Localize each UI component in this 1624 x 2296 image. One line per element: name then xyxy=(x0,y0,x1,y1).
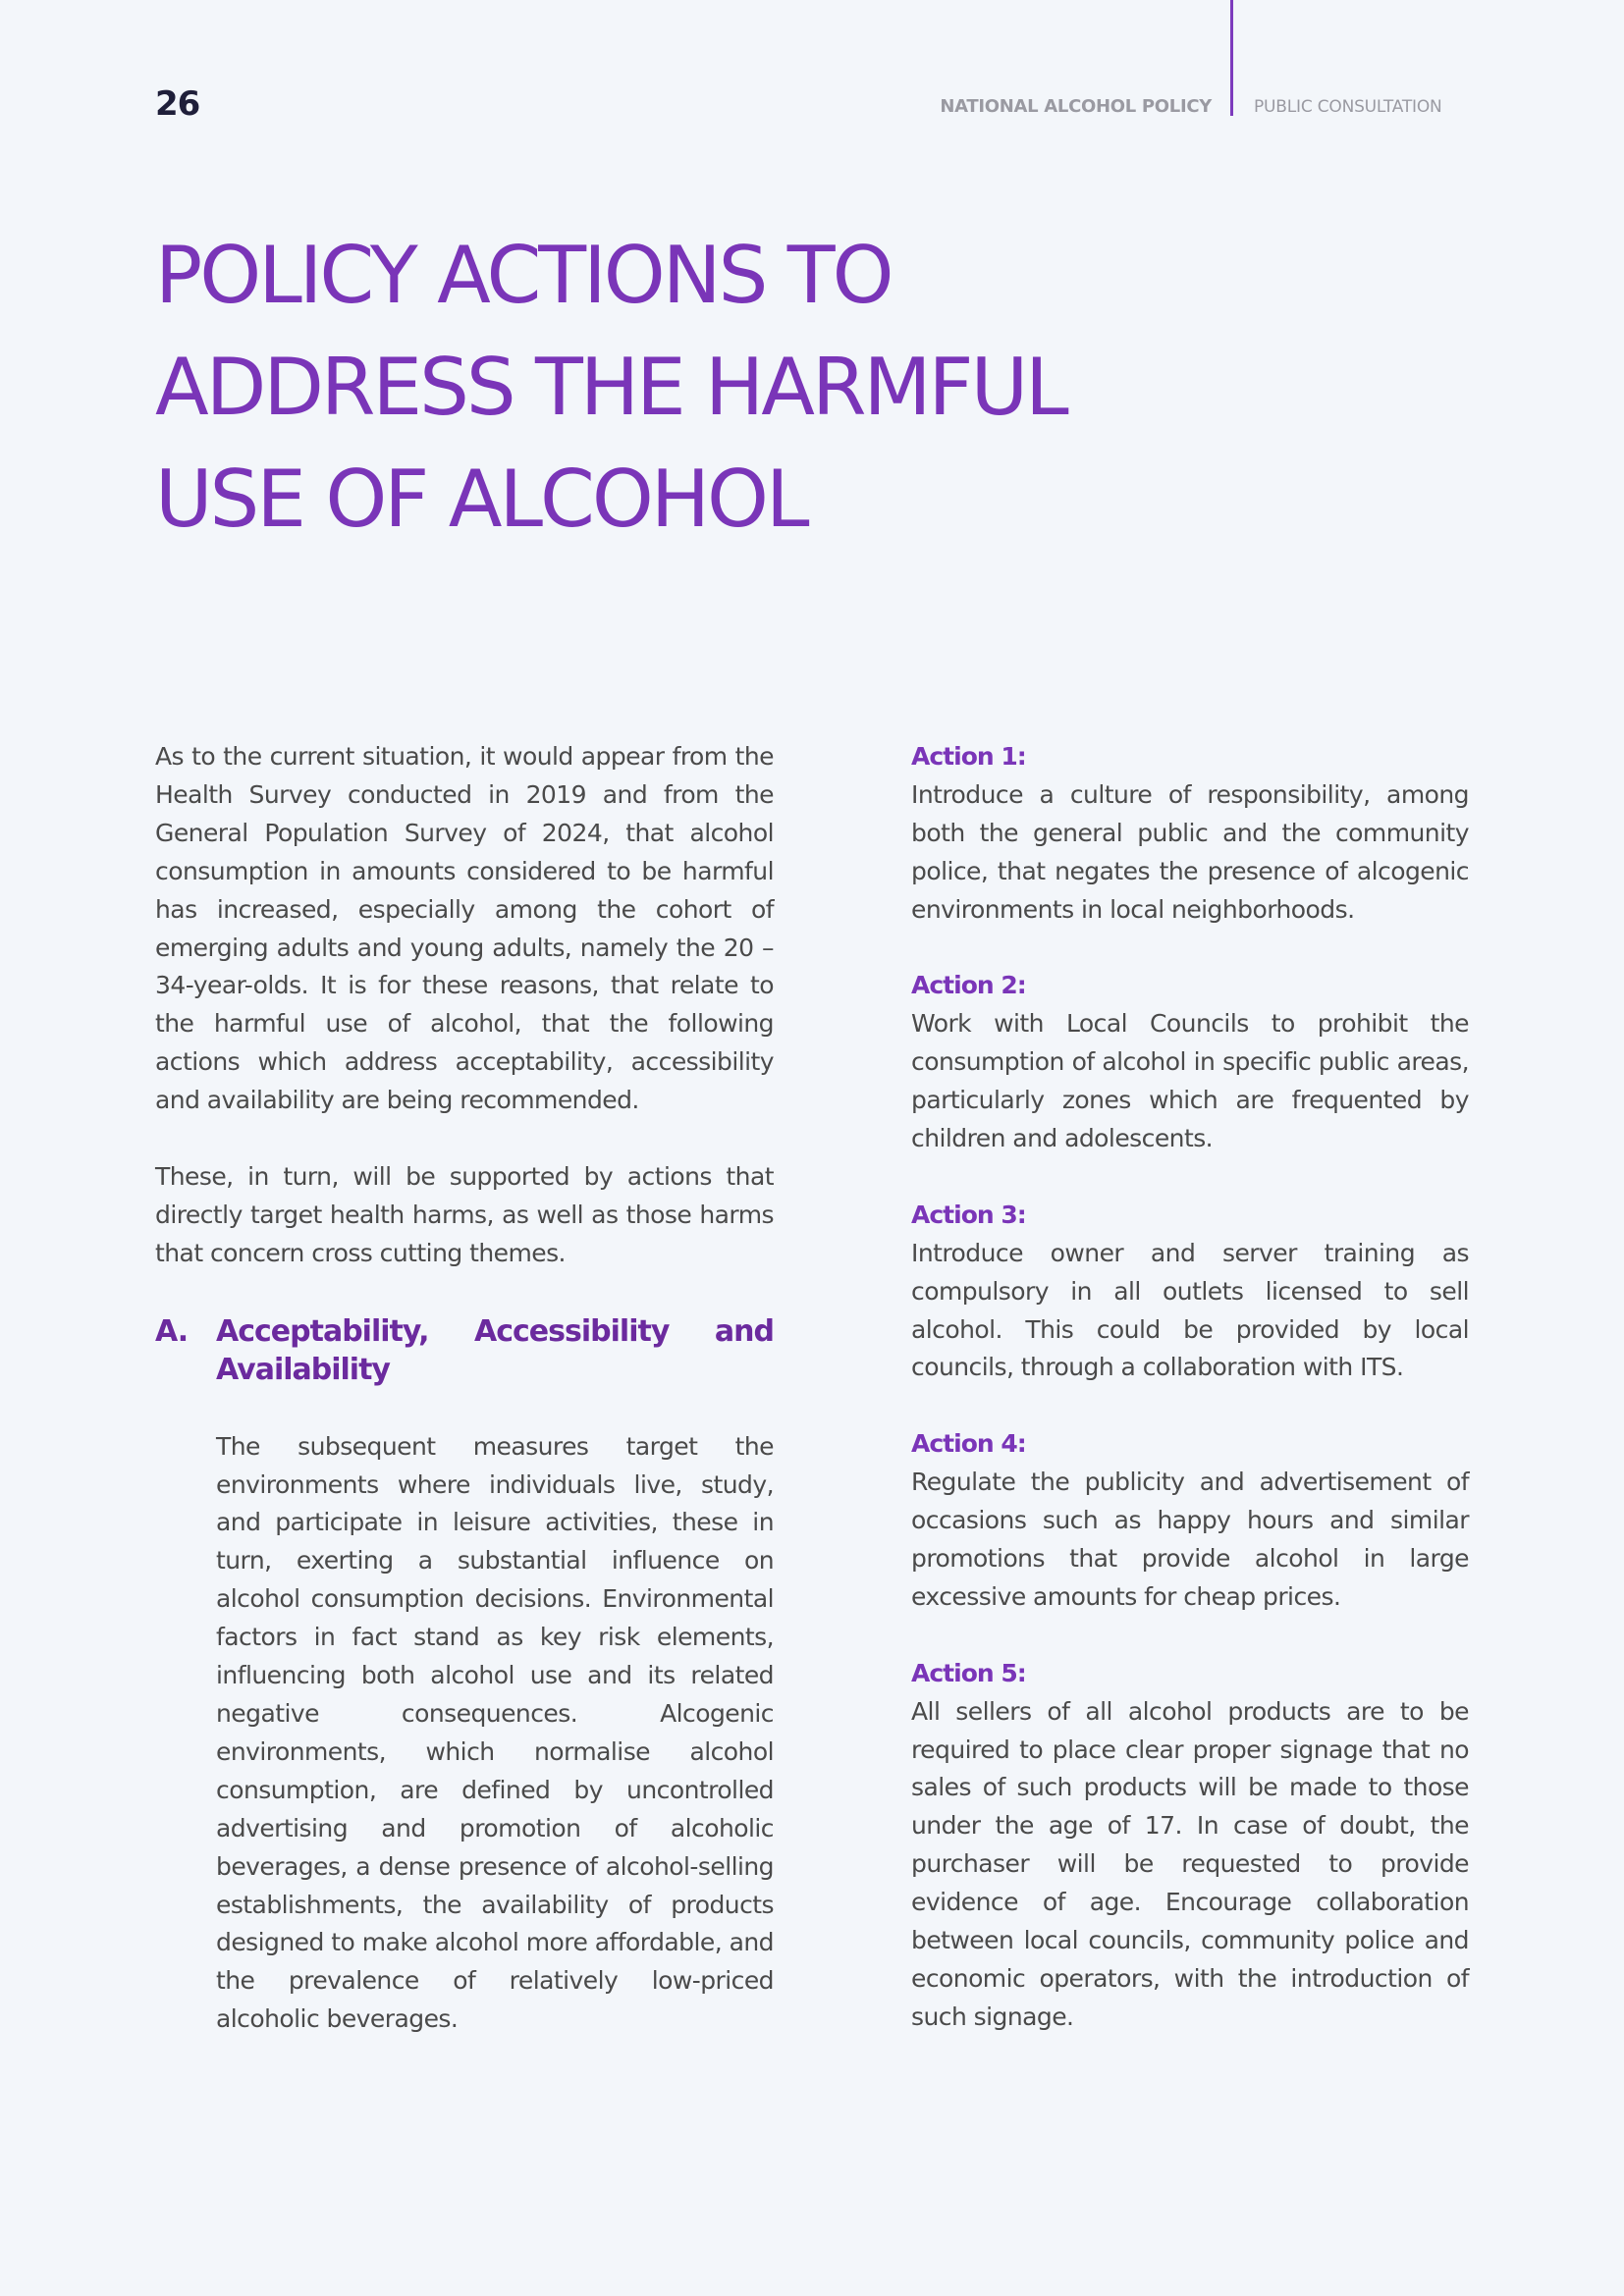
action-item xyxy=(911,1425,1469,1617)
page-title xyxy=(155,220,1235,556)
document-title: NATIONAL ALCOHOL POLICY xyxy=(940,96,1212,117)
section-heading-line-1: Acceptability, Accessibility and xyxy=(216,1313,774,1349)
page-title-line-2: ADDRESS THE HARMFUL xyxy=(155,342,1066,433)
action-item xyxy=(911,738,1469,930)
section-body: The subsequent measures target the environments where individuals live, study, and participate in leisure activities, these in turn, exerting a substantial influence on alcohol consumption decisions. Environmental factors in fact stand as key risk elements, influencing both alcohol use and its related negative consequences. Alcogenic environments, which normalise alcohol consumption, are defined by uncontrolled advertising and promotion of alcoholic beverages, a dense presence of alcohol-selling establishments, the availability of products designed to make alcohol more affordable, and the prevalence of relatively low-priced alcoholic beverages. xyxy=(216,1431,774,2034)
right-column xyxy=(911,738,1469,2037)
page-title-line-1: POLICY ACTIONS TO xyxy=(155,230,892,321)
action-label: Action 5: xyxy=(911,1658,1026,1687)
action-text: Regulate the publicity and advertisement of occasions such as happy hours and similar promotions that provide alcohol in large excessive amounts for cheap prices. xyxy=(911,1468,1469,1611)
intro-paragraph: As to the current situation, it would appear from the Health Survey conducted in 2019 and from the General Population Survey of 2024, that alcohol consumption in amounts considered to be harmful has increased, especially among the cohort of emerging adults and young adults, namely the 20 – 34-year-olds. It is for these reasons, that relate to the harmful use of alcohol, that the following actions which address acceptability, accessibility and availability are being recommended. xyxy=(155,742,774,1115)
action-text: All sellers of all alcohol products are to be required to place clear proper signage that no sales of such products will be made to those under the age of 17. In case of doubt, the purchaser will be requested to provide evidence of age. Encourage collaboration between local councils, community police and economic operators, with the introduction of such signage. xyxy=(911,1696,1469,2031)
action-label: Action 4: xyxy=(911,1429,1026,1459)
page-title-line-3: USE OF ALCOHOL xyxy=(155,454,807,545)
header-divider xyxy=(1230,0,1233,116)
action-item xyxy=(911,1197,1469,1388)
page-number: 26 xyxy=(155,84,200,124)
section-heading-line-2: Availability xyxy=(216,1352,390,1387)
action-label: Action 1: xyxy=(911,742,1026,771)
action-item xyxy=(911,1655,1469,2037)
section-heading xyxy=(155,1312,774,1389)
action-text: Work with Local Councils to prohibit the consumption of alcohol in specific public areas, particularly zones which are frequented by children and adolescents. xyxy=(911,1009,1469,1153)
support-paragraph: These, in turn, will be supported by actions that directly target health harms, as well as those harms that concern cross cutting themes. xyxy=(155,1161,774,1267)
document-subtitle: PUBLIC CONSULTATION xyxy=(1254,97,1442,117)
action-label: Action 3: xyxy=(911,1200,1026,1229)
section-letter: A. xyxy=(155,1313,189,1349)
action-text: Introduce a culture of responsibility, among both the general public and the community police, that negates the presence of alcogenic environments in local neighborhoods. xyxy=(911,779,1469,924)
action-item xyxy=(911,967,1469,1158)
action-text: Introduce owner and server training as compulsory in all outlets licensed to sell alcohol. This could be provided by local councils, through a collaboration with ITS. xyxy=(911,1238,1469,1382)
action-label: Action 2: xyxy=(911,971,1026,1000)
left-column xyxy=(155,738,774,2039)
